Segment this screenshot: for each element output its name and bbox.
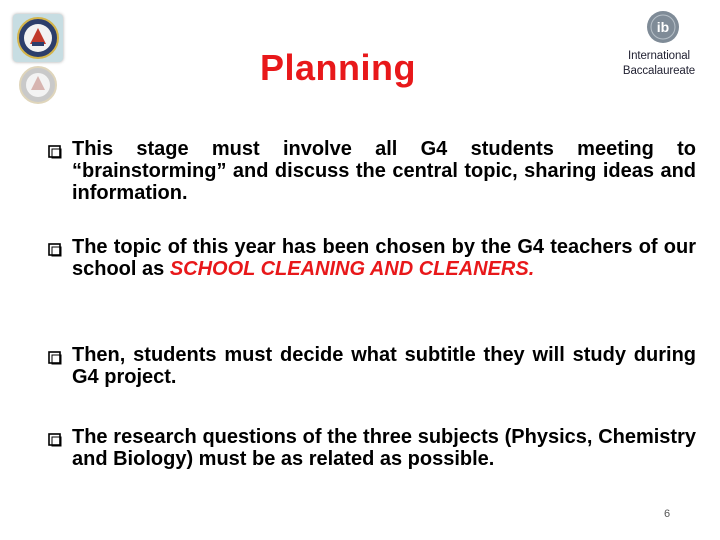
bullet-item-1 [48,138,696,204]
ib-logo-icon [646,10,680,44]
checkbox-bullet-icon [48,430,62,444]
bullet-highlight-topic: SCHOOL CLEANING AND CLEANERS. [169,258,535,280]
checkbox-bullet-icon [48,142,62,156]
slide-title: Planning [260,47,416,88]
bullet-item-3 [48,344,696,388]
bullet-text-2: The topic of this year has been chosen by the G4 teachers of our school as [72,236,696,280]
ib-logo-line1: International [628,50,690,62]
checkbox-bullet-icon [48,348,62,362]
ib-mark-text: ib [656,19,670,35]
checkbox-bullet-icon [48,240,62,254]
bullet-text-3: Then, students must decide what subtitle they will study during G4 project. [72,344,696,388]
bullet-item-4 [48,426,696,470]
page-number: 6 [664,508,671,520]
bullet-text-4: The research questions of the three subjects (Physics, Chemistry and Biology) must be as related as possible. [72,426,696,470]
bullet-item-2 [48,236,696,280]
ib-logo-line2: Baccalaureate [622,65,696,77]
ib-logo [610,10,708,82]
bullet-text-1: This stage must involve all G4 students meeting to “brainstorming” and discuss the central topic, sharing ideas and information. [72,138,696,204]
